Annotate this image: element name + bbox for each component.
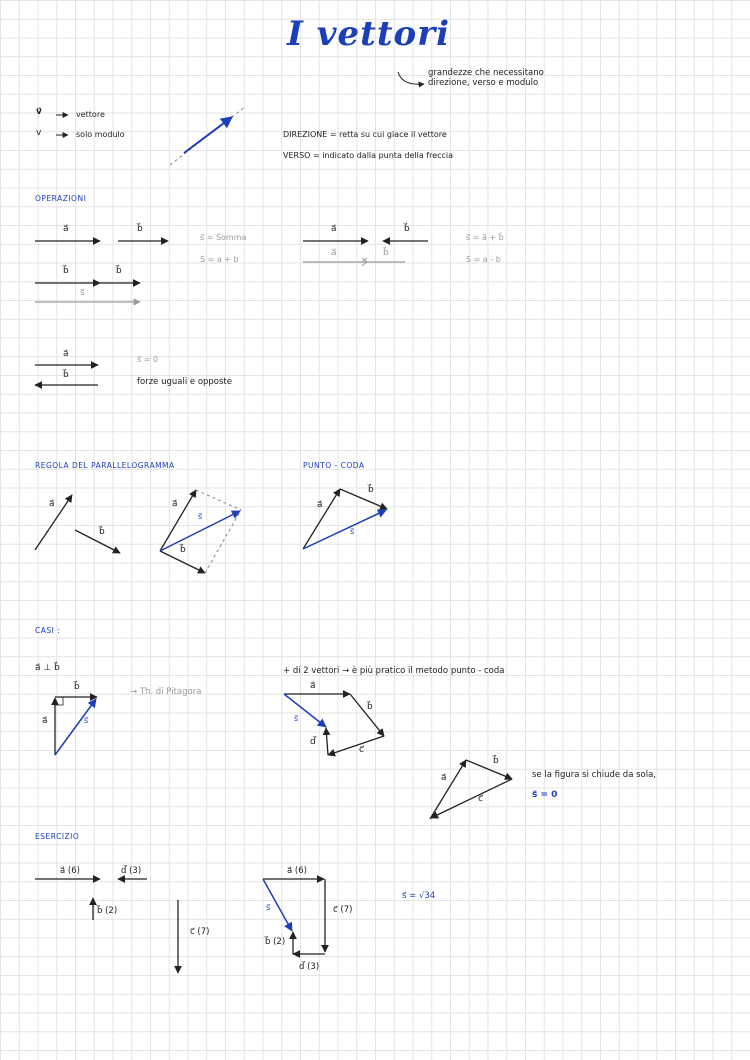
para-b-alone [75, 530, 120, 553]
intro-note: grandezze che necessitano direzione, verso e modulo [428, 68, 544, 88]
label-a: a⃗ [331, 248, 337, 258]
closed-b [466, 760, 512, 779]
ex-c-label: c⃗ (7) [333, 905, 353, 915]
label-a: a⃗ [310, 681, 316, 691]
label-a: a⃗ [441, 773, 447, 783]
label-c: c⃗ [359, 745, 364, 755]
label-b: b⃗ [74, 682, 80, 692]
label-b: b⃗ [383, 248, 389, 258]
ex-a-label: a⃗ (6) [60, 866, 80, 876]
label-a: a⃗ [42, 716, 48, 726]
section-parallelogramma: REGOLA DEL PARALLELOGRAMMA [35, 461, 175, 470]
ex-b-label: b⃗ (2) [265, 937, 286, 947]
symbol-v-vector: v⃗ [36, 107, 42, 117]
label-b: b⃗ [99, 527, 105, 537]
label-b: b⃗ [137, 224, 143, 234]
label-a: a⃗ [317, 500, 323, 510]
label-s: s⃗ [266, 903, 271, 912]
direction-vector [184, 117, 232, 153]
label-a: a⃗ [331, 224, 337, 234]
ex-a-label: a⃗ (6) [287, 866, 307, 876]
more-vectors-note: + di 2 vettori → è più pratico il metodo punto - coda [283, 666, 505, 676]
section-punto-coda: PUNTO - CODA [303, 461, 365, 470]
label-b: b⃗ [493, 756, 499, 766]
symbol-v-plain: v [36, 128, 42, 138]
opposite-note: forze uguali e opposte [137, 377, 232, 387]
label-a: a⃗ [49, 499, 55, 509]
multi-b [350, 694, 384, 736]
multi-s [284, 694, 326, 727]
label-a: a⃗ [172, 499, 178, 509]
perpendicular-case: a⃗ ⊥ b⃗ [35, 663, 60, 673]
label-s: s⃗ [198, 512, 203, 521]
sum-label: s⃗ = Somma [200, 233, 247, 242]
section-operazioni: OPERAZIONI [35, 194, 87, 203]
pc-b [340, 489, 387, 509]
label-d: d⃗ [310, 737, 316, 747]
diff-label: s⃗ = a⃗ + b⃗ [466, 233, 504, 242]
perp-right-angle [55, 697, 63, 705]
pythagoras-note: → Th. di Pitagora [130, 687, 202, 697]
para-dash-1 [196, 490, 241, 510]
section-casi: CASI : [35, 626, 61, 635]
perp-s [55, 699, 96, 755]
label-a: a⃗ [63, 224, 69, 234]
multi-d [326, 728, 328, 755]
ex-c-label: c⃗ (7) [190, 927, 210, 937]
label-s: s⃗ [294, 714, 299, 723]
ex-d-label: d⃗ (3) [121, 866, 142, 876]
label-b: b⃗ [63, 370, 69, 380]
ex-b-label: b⃗ (2) [97, 906, 118, 916]
label-a: a⃗ [63, 349, 69, 359]
closed-figure-note: se la figura si chiude da sola, [532, 770, 657, 780]
multi-c [328, 736, 384, 755]
label-c: c⃗ [478, 794, 483, 804]
verso-definition: VERSO = indicato dalla punta della freccia [283, 151, 454, 160]
label-s: s⃗ [350, 527, 355, 536]
label-s: s⃗ [84, 716, 89, 725]
direction-definition: DIREZIONE = retta su cui giace il vettore [283, 130, 447, 139]
label-s: s⃗ [80, 288, 85, 298]
page-title: I vettori [287, 14, 451, 54]
vector-definition: vettore [76, 110, 105, 119]
modulo-definition: solo modulo [76, 130, 125, 139]
exercise-result: s⃗ = √34 [402, 891, 436, 901]
section-esercizio: ESERCIZIO [35, 832, 80, 841]
ex-d-label: d⃗ (3) [299, 962, 320, 972]
label-b: b⃗ [367, 702, 373, 712]
label-b: b⃗ [63, 266, 69, 276]
label-b: b⃗ [116, 266, 122, 276]
label-b: b⃗ [180, 545, 186, 555]
sum-formula: S = a + b [200, 255, 239, 264]
title-note-arrow [398, 72, 424, 84]
closed-figure-result: s⃗ = 0 [532, 790, 558, 800]
diff-formula: S = a - b [466, 255, 501, 264]
label-b: b⃗ [404, 224, 410, 234]
label-b: b⃗ [368, 485, 374, 495]
zero-label: s⃗ = 0 [137, 355, 159, 364]
